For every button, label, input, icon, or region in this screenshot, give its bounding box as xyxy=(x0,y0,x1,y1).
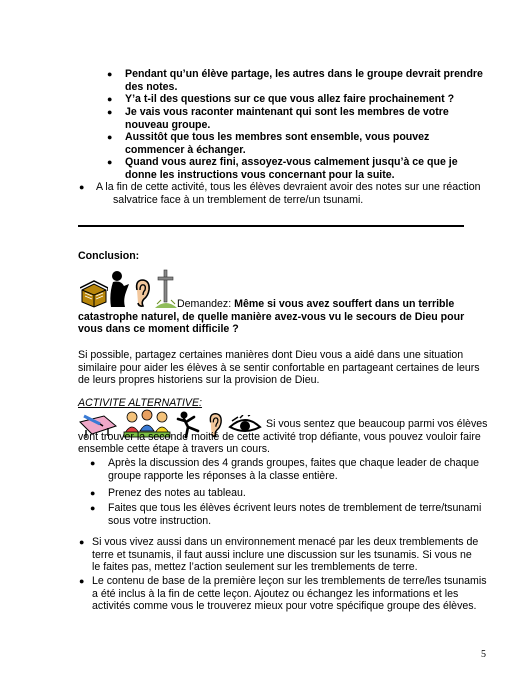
list-item xyxy=(92,575,487,613)
bullet-dot: ● xyxy=(107,132,113,142)
end-note xyxy=(96,181,481,206)
line: vont trouver la seconde moitié de cette activité trop défiante, vous pouvez vouloir faire xyxy=(78,430,481,443)
line: terre et tsunamis, il faut aussi inclure une discussion sur les tsunamis. Si vous ne xyxy=(92,548,472,561)
conclusion-paragraph xyxy=(78,349,480,387)
line: Prenez des notes au tableau. xyxy=(108,487,246,499)
line: donne les instructions vous concernant pour la suite. xyxy=(125,168,395,181)
line: Si vous sentez que beaucoup parmi vos élèves xyxy=(266,418,488,430)
list-item xyxy=(125,156,458,181)
divider xyxy=(78,225,464,227)
line: Si possible, partagez certaines manières dont Dieu vous a aidé dans une situation xyxy=(78,349,464,361)
question-line: vous dans ce moment difficile ? xyxy=(78,323,239,336)
bullet-dot: ● xyxy=(79,182,85,192)
line: Je vais vous raconter maintenant qui sont les membres de votre xyxy=(125,106,449,118)
line: similaire pour aider les élèves à se sentir confortable en partageant certaines de leurs xyxy=(78,361,480,374)
page-number: 5 xyxy=(481,649,486,660)
list-item xyxy=(125,68,483,93)
line: groupe rapporte les réponses à la classe entière. xyxy=(108,469,338,482)
line: commencer à échanger. xyxy=(125,143,246,156)
bullet-dot: ● xyxy=(90,503,96,513)
list-item xyxy=(125,131,429,156)
line: Après la discussion des 4 grands groupes, faites que chaque leader de chaque xyxy=(108,457,480,469)
line: ensemble cette étape à travers un cours. xyxy=(78,443,270,456)
list-item xyxy=(125,106,449,131)
line: Aussitôt que tous les membres sont ensemble, vous pouvez xyxy=(125,131,430,143)
line: Pendant qu’un élève partage, les autres dans le groupe devrait prendre xyxy=(125,68,483,80)
line: de leurs propres historiens sur la provision de Dieu. xyxy=(78,374,320,387)
bullet-dot: ● xyxy=(79,537,85,547)
conclusion-heading: Conclusion: xyxy=(78,250,140,262)
line: nouveau groupe. xyxy=(125,118,211,131)
line: Quand vous aurez fini, assoyez-vous calmement jusqu’à ce que je xyxy=(125,156,458,168)
question-line: catastrophe naturel, de quelle manière avez-vous vu le secours de Dieu pour xyxy=(78,310,465,323)
bullet-dot: ● xyxy=(107,157,113,167)
line: le faites pas, mettez l’action seulement sur les tremblements de terre. xyxy=(92,561,418,574)
line: sous votre instruction. xyxy=(108,514,212,527)
bullet-dot: ● xyxy=(79,576,85,586)
ask-label: Demandez: xyxy=(177,298,232,310)
list-item xyxy=(108,487,246,500)
list-item xyxy=(108,502,481,527)
bullet-dot: ● xyxy=(90,488,96,498)
bullet-dot: ● xyxy=(107,69,113,79)
list-item xyxy=(125,93,454,106)
line: A la fin de cette activité, tous les élèves devraient avoir des notes sur une réaction xyxy=(96,181,481,193)
line: Y’a t-il des questions sur ce que vous allez faire prochainement ? xyxy=(125,93,455,105)
alternative-heading: ACTIVITE ALTERNATIVE: xyxy=(78,397,203,409)
line: Si vous vivez aussi dans un environnement menacé par les deux tremblements de xyxy=(92,536,479,548)
line: Le contenu de base de la première leçon sur les tremblements de terre/les tsunamis xyxy=(92,575,487,587)
alternative-intro xyxy=(78,418,487,456)
bullet-dot: ● xyxy=(107,107,113,117)
bullet-dot: ● xyxy=(90,458,96,468)
line: Faites que tous les élèves écrivent leurs notes de tremblement de terre/tsunami xyxy=(108,502,482,514)
question-line: Même si vous avez souffert dans un terrible xyxy=(234,298,455,310)
line: activités comme vous le trouverez mieux pour votre spécifique groupe des élèves. xyxy=(92,600,477,613)
bullet-dot: ● xyxy=(107,94,113,104)
list-item xyxy=(92,536,478,574)
line: salvatrice face à un tremblement de terre/un tsunami. xyxy=(113,193,364,206)
list-item xyxy=(108,457,479,482)
line: a été inclus à la fin de cette leçon. Ajoutez ou échangez les informations et les xyxy=(92,587,459,600)
line: des notes. xyxy=(125,80,178,93)
conclusion-question xyxy=(78,298,464,336)
